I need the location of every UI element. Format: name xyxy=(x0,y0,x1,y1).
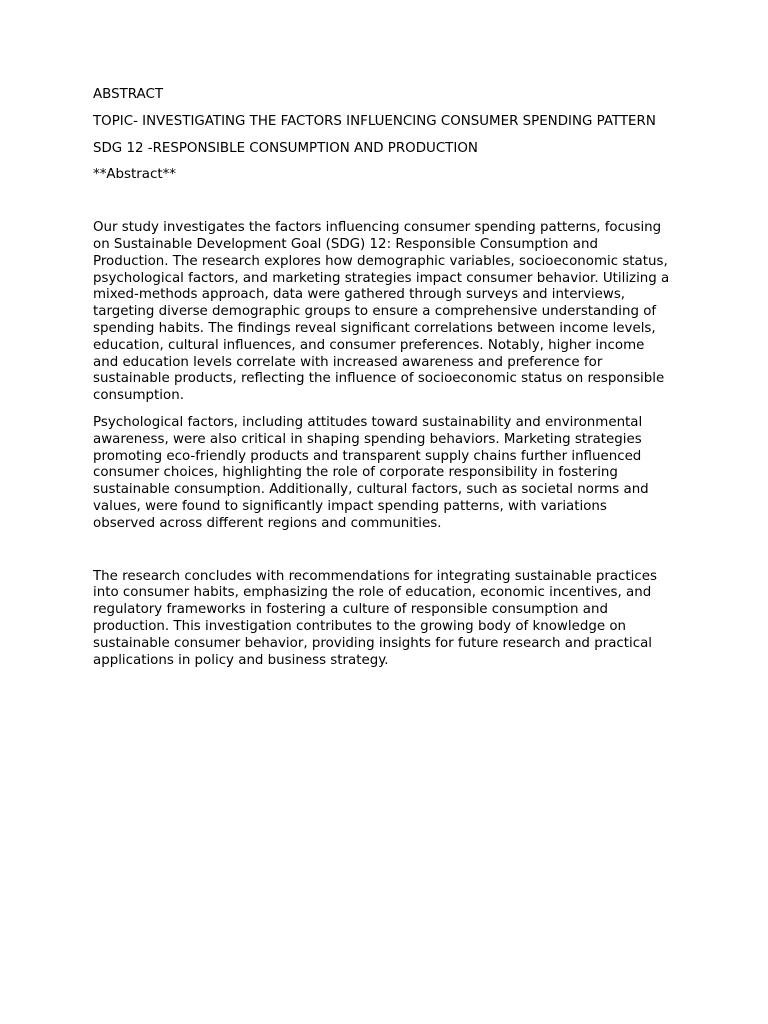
spacer xyxy=(93,194,673,220)
spacer xyxy=(93,543,673,569)
sdg-line: SDG 12 -RESPONSIBLE CONSUMPTION AND PRODUCTION xyxy=(93,140,478,156)
document-page xyxy=(93,87,673,679)
body-paragraph-2: Psychological factors, including attitudes toward sustainability and environmental awareness, were also critical in shaping spending behaviors. Marketing strategies promoting eco-friendly products and transparent supply chains further influenced consumer choices, highlighting the role of corporate responsibility in fostering sustainable consumption. Additionally, cultural factors, such as societal norms and values, were found to significantly impact spending patterns, with variations observed across different regions and communities. xyxy=(93,414,649,531)
topic-line: TOPIC- INVESTIGATING THE FACTORS INFLUENCING CONSUMER SPENDING PATTERN xyxy=(93,113,656,129)
abstract-marker: **Abstract** xyxy=(93,167,176,183)
document-heading: ABSTRACT xyxy=(93,87,164,102)
body-paragraph-1: Our study investigates the factors influencing consumer spending patterns, focusing on Sustainable Development Goal (SDG) 12: Responsible Consumption and Production. The research explores how demographic variables, socioeconomic status, psychological factors, and marketing strategies impact consumer behavior. Utilizing a mixed-methods approach, data were gathered through surveys and interviews, targeting diverse demographic groups to ensure a comprehensive understanding of spending habits. The findings reveal significant correlations between income levels, education, cultural influences, and consumer preferences. Notably, higher income and education levels correlate with increased awareness and preference for sustainable products, reflecting the influence of socioeconomic status on responsible consumption. xyxy=(93,220,670,404)
body-paragraph-3: The research concludes with recommendations for integrating sustainable practices into consumer habits, emphasizing the role of education, economic incentives, and regulatory frameworks in fostering a culture of responsible consumption and production. This investigation contributes to the growing body of knowledge on sustainable consumer behavior, providing insights for future research and practical applications in policy and business strategy. xyxy=(93,568,657,668)
